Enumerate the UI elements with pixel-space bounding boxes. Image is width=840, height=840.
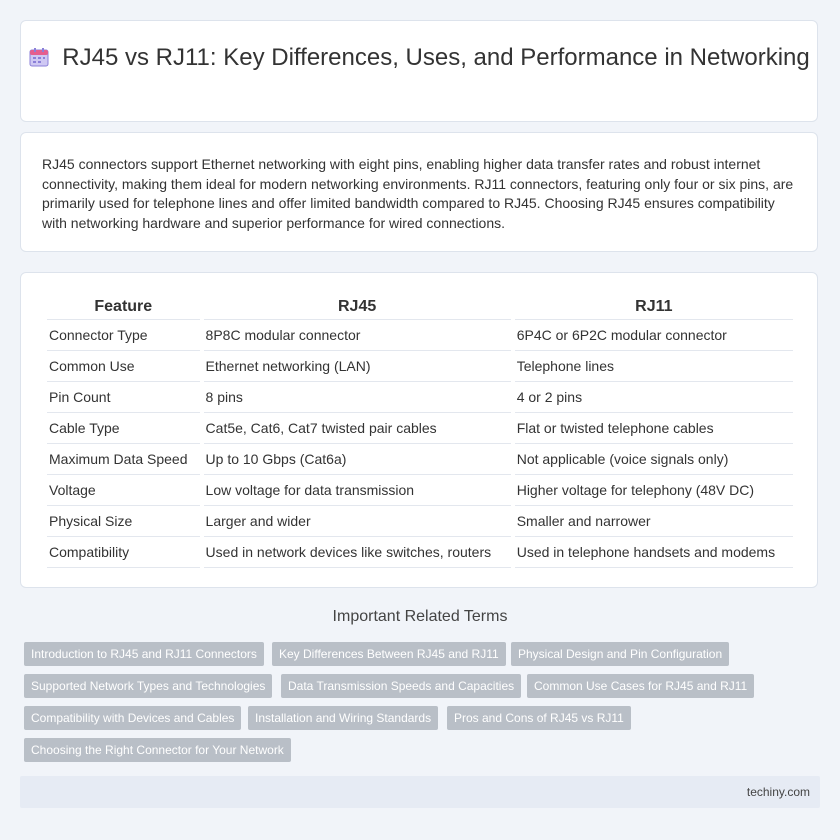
cell-rj11: Not applicable (voice signals only)	[515, 444, 793, 475]
cell-feature: Cable Type	[47, 413, 200, 444]
cell-rj11: 6P4C or 6P2C modular connector	[515, 320, 793, 351]
cell-rj45: Used in network devices like switches, routers	[204, 537, 511, 568]
cell-rj45: 8 pins	[204, 382, 511, 413]
cell-feature: Voltage	[47, 475, 200, 506]
related-term-tag[interactable]: Choosing the Right Connector for Your Network	[24, 738, 291, 762]
cell-feature: Common Use	[47, 351, 200, 382]
cell-rj11: Used in telephone handsets and modems	[515, 537, 793, 568]
cell-rj11: Telephone lines	[515, 351, 793, 382]
related-term-tag[interactable]: Pros and Cons of RJ45 vs RJ11	[447, 706, 631, 730]
related-term-tag[interactable]: Data Transmission Speeds and Capacities	[281, 674, 521, 698]
comparison-card	[20, 272, 818, 588]
calendar-icon	[28, 46, 50, 68]
related-term-tag[interactable]: Compatibility with Devices and Cables	[24, 706, 241, 730]
table-row	[47, 413, 793, 444]
cell-rj11: Smaller and narrower	[515, 506, 793, 537]
related-term-tag[interactable]: Supported Network Types and Technologies	[24, 674, 272, 698]
footer	[20, 776, 820, 808]
related-term-tag[interactable]: Introduction to RJ45 and RJ11 Connectors	[24, 642, 264, 666]
cell-rj11: Flat or twisted telephone cables	[515, 413, 793, 444]
cell-rj45: Up to 10 Gbps (Cat6a)	[204, 444, 511, 475]
header-card	[20, 20, 818, 122]
cell-rj11: 4 or 2 pins	[515, 382, 793, 413]
comparison-table	[43, 295, 797, 568]
cell-feature: Connector Type	[47, 320, 200, 351]
related-term-tag[interactable]: Key Differences Between RJ45 and RJ11	[272, 642, 506, 666]
cell-rj45: Low voltage for data transmission	[204, 475, 511, 506]
cell-rj45: 8P8C modular connector	[204, 320, 511, 351]
cell-feature: Maximum Data Speed	[47, 444, 200, 475]
related-term-tag[interactable]: Physical Design and Pin Configuration	[511, 642, 729, 666]
table-row	[47, 382, 793, 413]
table-header-row	[47, 295, 793, 320]
footer-site: techiny.com	[746, 785, 810, 799]
related-terms-title: Important Related Terms	[332, 608, 508, 625]
page-title	[21, 43, 817, 72]
table-row	[47, 320, 793, 351]
table-row	[47, 351, 793, 382]
table-row	[47, 444, 793, 475]
table-row	[47, 537, 793, 568]
cell-feature: Compatibility	[47, 537, 200, 568]
cell-rj45: Larger and wider	[204, 506, 511, 537]
header-rj45: RJ45	[204, 295, 511, 320]
table-row	[47, 475, 793, 506]
cell-rj45: Cat5e, Cat6, Cat7 twisted pair cables	[204, 413, 511, 444]
cell-feature: Pin Count	[47, 382, 200, 413]
cell-rj11: Higher voltage for telephony (48V DC)	[515, 475, 793, 506]
cell-rj45: Ethernet networking (LAN)	[204, 351, 511, 382]
related-term-tag[interactable]: Installation and Wiring Standards	[248, 706, 438, 730]
table-row	[47, 506, 793, 537]
header-rj11: RJ11	[515, 295, 793, 320]
intro-card	[20, 132, 818, 252]
cell-feature: Physical Size	[47, 506, 200, 537]
page-title-text: RJ45 vs RJ11: Key Differences, Uses, and Performance in Networking	[62, 44, 810, 71]
header-feature: Feature	[47, 295, 200, 320]
intro-paragraph: RJ45 connectors support Ethernet networking with eight pins, enabling higher data transfer rates and robust internet connectivity, making them ideal for modern networking environments. RJ11 connectors, featuring only four or six pins, are primarily used for telephone lines and offer limited bandwidth compared to RJ45. Choosing RJ45 ensures compatibility with networking hardware and superior performance for wired connections.	[42, 156, 794, 231]
related-term-tag[interactable]: Common Use Cases for RJ45 and RJ11	[527, 674, 754, 698]
